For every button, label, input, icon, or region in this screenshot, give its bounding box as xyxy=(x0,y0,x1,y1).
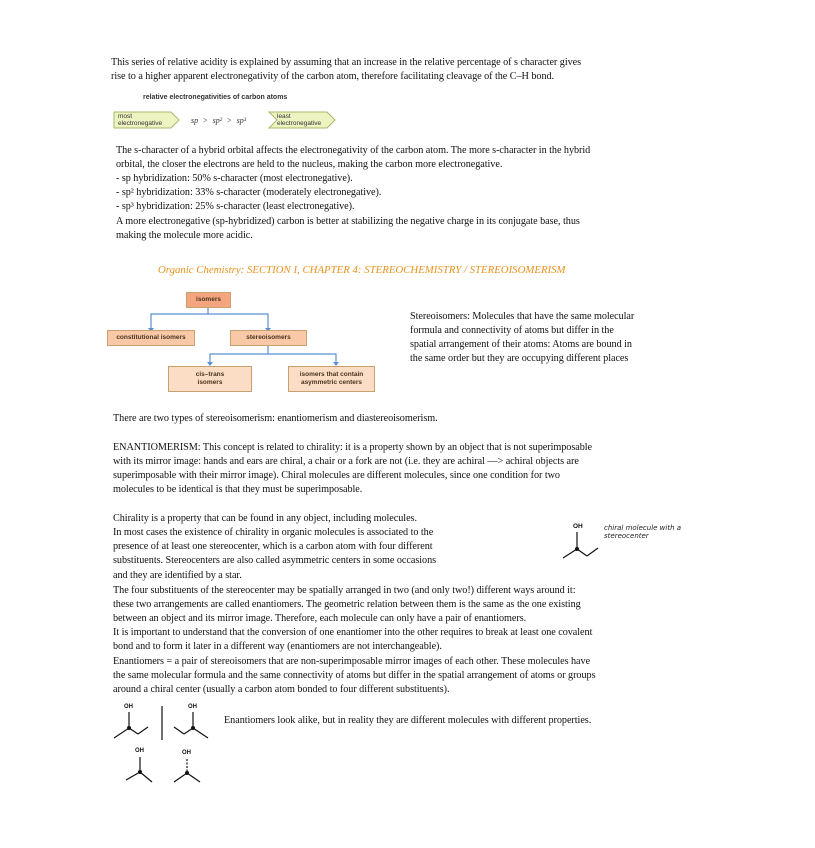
stereo-def-line-2: formula and connectivity of atoms but differ in the xyxy=(410,325,614,336)
electronegativity-figure-title: relative electronegativities of carbon atoms xyxy=(143,94,288,101)
explain-line-6: A more electronegative (sp-hybridized) carbon is better at stabilizing the negative charge in its conjugate base, thus xyxy=(116,216,580,227)
tree-node-asymmetric: isomers that contain asymmetric centers xyxy=(288,366,375,392)
stereo-def-line-4: the same order but they are occupying different places xyxy=(410,353,629,364)
most-electronegative-label: most electronegative xyxy=(118,113,163,127)
chirality-line-3: presence of at least one stereocenter, which is a carbon atom with four different xyxy=(113,541,433,552)
stereo-def-line-3: spatial arrangement of their atoms: Atoms are bound in xyxy=(410,339,632,350)
four-subs-line-6: Enantiomers = a pair of stereoisomers that are non-superimposable mirror images of each other. These molecules have xyxy=(113,656,591,667)
explain-line-4: - sp² hybridization: 33% s-character (moderately electronegative). xyxy=(116,187,382,198)
tree-node-isomers: isomers xyxy=(186,292,231,308)
order-sp2: sp² xyxy=(212,116,223,125)
intro-line-2: rise to a higher apparent electronegativity of the carbon atom, therefore facilitating cleavage of the C–H bond. xyxy=(111,71,555,82)
order-gt-2: > xyxy=(227,116,232,125)
explain-line-2: orbital, the closer the electrons are held to the nucleus, making the carbon more electronegative. xyxy=(116,159,503,170)
four-subs-line-8: around a chiral center (usually a carbon atom bonded to four different substituents). xyxy=(113,684,450,695)
tree-node-stereoisomers: stereoisomers xyxy=(230,330,307,346)
enantiomer-oh-3: OH xyxy=(135,748,144,754)
four-subs-line-2: these two arrangements are called enantiomers. The geometric relation between them is the same as the one existing xyxy=(113,599,581,610)
four-subs-line-7: the same molecular formula and the same connectivity of atoms but differ in the spatial arrangement of atoms or groups xyxy=(113,670,596,681)
explain-line-1: The s-character of a hybrid orbital affects the electronegativity of the carbon atom. The more s-character in the hybrid xyxy=(116,145,591,156)
four-subs-line-4: It is important to understand that the conversion of one enantiomer into the other requires to break at least one covalent xyxy=(113,627,593,638)
four-subs-line-3: between an object and its mirror image. Therefore, each molecule can only have a pair of enantiomers. xyxy=(113,613,527,624)
chirality-line-1: Chirality is a property that can be found in any object, including molecules. xyxy=(113,513,417,524)
least-electronegative-label: least electronegative xyxy=(277,113,322,127)
look-alike-line: Enantiomers look alike, but in reality they are different molecules with different properties. xyxy=(224,715,592,726)
enantiomer-drawings xyxy=(108,702,218,788)
enantiomer-oh-2: OH xyxy=(188,704,197,710)
two-types-line: There are two types of stereoisomerism: enantiomerism and diastereoisomerism. xyxy=(113,413,438,424)
chirality-line-2: In most cases the existence of chirality in organic molecules is associated to the xyxy=(113,527,434,538)
chiral-molecule-drawing xyxy=(560,520,610,566)
electronegativity-figure xyxy=(113,94,343,136)
isomers-tree xyxy=(107,290,382,395)
stereo-def-line-1: Stereoisomers: Molecules that have the same molecular xyxy=(410,311,635,322)
intro-line-1: This series of relative acidity is explained by assuming that an increase in the relative percentage of s character gives xyxy=(111,57,582,68)
hybrid-order xyxy=(191,116,246,125)
explain-line-3: - sp hybridization: 50% s-character (most electronegative). xyxy=(116,173,353,184)
chirality-line-4: substituents. Stereocenters are also called asymmetric centers in some occasions xyxy=(113,555,437,566)
enantio-line-4: molecules to be identical is that they must be superimposable. xyxy=(113,484,363,495)
tree-node-cis-trans: cis–trans isomers xyxy=(168,366,252,392)
chiral-note-text: chiral molecule with a stereocenter xyxy=(604,524,682,540)
enantio-line-3: superimposable with their mirror image). Chiral molecules are different molecules, since one condition for two xyxy=(113,470,560,481)
order-gt-1: > xyxy=(203,116,208,125)
tree-node-constitutional: constitutional isomers xyxy=(107,330,195,346)
enantiomer-molecules xyxy=(108,702,218,788)
enantiomer-oh-1: OH xyxy=(124,704,133,710)
section-heading: Organic Chemistry: SECTION I, CHAPTER 4: STEREOCHEMISTRY / STEREOISOMERISM xyxy=(158,264,566,276)
order-sp: sp xyxy=(191,116,199,125)
chiral-oh-label: OH xyxy=(573,523,583,530)
enantio-line-2: with its mirror image: hands and ears are chiral, a chair or a fork are not (i.e. they are achiral —> achiral objects are xyxy=(113,456,579,467)
four-subs-line-5: bond and to form it later in a different way (enantiomers are not interchangeable). xyxy=(113,641,442,652)
explain-line-7: making the molecule more acidic. xyxy=(116,230,253,241)
enantiomer-oh-4: OH xyxy=(182,750,191,756)
enantio-line-1: ENANTIOMERISM: This concept is related to chirality: it is a property shown by an object that is not superimposable xyxy=(113,442,593,453)
explain-line-5: - sp³ hybridization: 25% s-character (least electronegative). xyxy=(116,201,355,212)
order-sp3: sp³ xyxy=(236,116,247,125)
four-subs-line-1: The four substituents of the stereocenter may be spatially arranged in two (and only two!) different ways around it: xyxy=(113,585,576,596)
chiral-molecule-sketch xyxy=(560,520,720,566)
chirality-line-5: and they are identified by a star. xyxy=(113,570,242,581)
